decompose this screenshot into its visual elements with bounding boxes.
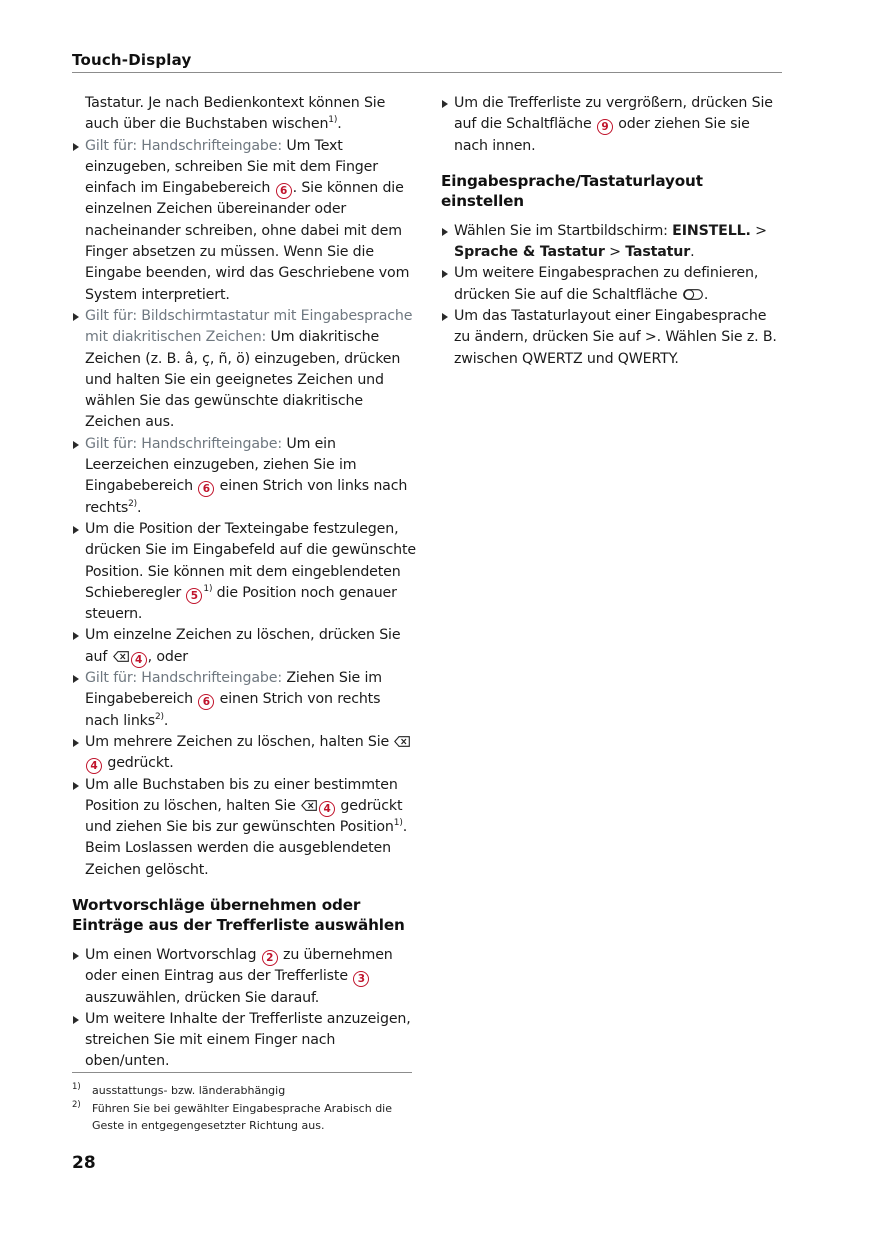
bullet-triangle-icon	[73, 675, 79, 683]
footnote-ref: 2)	[154, 711, 164, 722]
item-text: gedrückt und ziehen Sie bis zur gewünschten Position	[85, 797, 403, 836]
item-text: einen Strich von rechts nach links	[85, 691, 381, 729]
callout-number-icon: 5	[186, 588, 202, 604]
bullet-triangle-icon	[73, 143, 79, 151]
list-item	[72, 668, 417, 732]
callout-number-icon: 6	[198, 481, 214, 497]
header-divider	[72, 72, 782, 73]
item-text: Um diakritische Zeichen (z. B. â, ç, ñ, ö) einzugeben, drücken und halten Sie ein geeignetes Zeichen und wählen Sie das gewünschte diakritische Zeichen aus.	[85, 329, 401, 431]
item-text: Um das Tastaturlayout einer Eingabesprache zu ändern, drücken Sie auf >. Wählen Sie z. B. zwischen QWERTZ und QWERTY.	[454, 308, 777, 367]
bullet-triangle-icon	[442, 228, 448, 236]
backspace-icon	[394, 736, 410, 747]
page-header	[72, 51, 782, 73]
backspace-icon	[113, 651, 129, 662]
bullet-triangle-icon	[73, 313, 79, 321]
item-text: . Sie können die einzelnen Zeichen übereinander oder nacheinander schreiben, ohne dabei mit dem Finger absetzen zu müssen. Wenn Sie die Eingabe beenden, wird das Geschriebene vom System interpretiert.	[85, 180, 410, 303]
bullet-triangle-icon	[442, 270, 448, 278]
item-text: Um mehrere Zeichen zu löschen, halten Sie	[85, 733, 394, 750]
footnote	[72, 1082, 412, 1099]
callout-number-icon: 9	[597, 119, 613, 135]
right-column	[441, 93, 786, 370]
condition-label: Gilt für: Handschrifteingabe:	[85, 670, 282, 687]
item-text: auszuwählen, drücken Sie darauf.	[85, 989, 320, 1006]
backspace-icon	[301, 800, 317, 811]
item-text: Ziehen Sie im Eingabebereich	[85, 670, 382, 708]
item-text: . Beim Loslassen werden die ausgeblendeten Zeichen gelöscht.	[85, 819, 408, 878]
list-item	[72, 1009, 417, 1073]
intro-end: .	[337, 116, 342, 133]
footnote-ref: 1)	[203, 583, 213, 594]
condition-label: Gilt für: Handschrifteingabe:	[85, 435, 282, 452]
footnote-mark: 1)	[72, 1082, 81, 1092]
list-item	[72, 306, 417, 434]
callout-number-icon: 2	[262, 950, 278, 966]
section-heading: Eingabesprache/Tastaturlayout einstellen	[441, 171, 703, 210]
list-item	[441, 221, 786, 264]
list-item	[441, 306, 786, 370]
footnote-divider	[72, 1072, 412, 1073]
item-text: Um weitere Inhalte der Trefferliste anzuzeigen, streichen Sie mit einem Finger nach oben/unten.	[85, 1010, 411, 1070]
item-end: .	[690, 244, 695, 261]
footnote-mark: 2)	[72, 1100, 81, 1110]
callout-number-icon: 6	[198, 694, 214, 710]
item-end: .	[703, 286, 709, 303]
list-item	[72, 775, 417, 881]
bullet-triangle-icon	[73, 782, 79, 790]
item-text: Um Text einzugeben, schreiben Sie mit dem Finger einfach im Eingabebereich	[85, 137, 378, 197]
left-column	[72, 93, 417, 1073]
callout-number-icon: 4	[86, 758, 102, 774]
condition-label: Gilt für: Handschrifteingabe:	[85, 137, 282, 154]
list-item	[72, 625, 417, 668]
callout-number-icon: 4	[319, 801, 335, 817]
bullet-triangle-icon	[73, 441, 79, 449]
section-heading: Wortvorschläge übernehmen oder Einträge aus der Trefferliste auswählen	[72, 895, 405, 934]
item-text: Um die Position der Texteingabe festzulegen, drücken Sie im Eingabefeld auf die gewünschte Position. Sie können mit dem eingeblendeten Schieberegler	[85, 520, 416, 601]
footnote-text: Führen Sie bei gewählter Eingabesprache Arabisch die Geste in entgegengesetzter Richtung aus.	[92, 1102, 392, 1132]
item-text: Um weitere Eingabesprachen zu definieren, drücken Sie auf die Schaltfläche	[454, 265, 759, 303]
menu-path-keyboard: Tastatur	[625, 244, 691, 261]
bullet-triangle-icon	[73, 526, 79, 534]
item-text: einen Strich von links nach rechts	[85, 478, 408, 516]
page-title: Touch-Display	[72, 51, 192, 69]
bullet-triangle-icon	[73, 739, 79, 747]
bullet-triangle-icon	[73, 1016, 79, 1024]
footnote-ref: 1)	[328, 115, 338, 126]
item-text: Um einen Wortvorschlag	[85, 946, 261, 963]
item-text: gedrückt.	[103, 755, 174, 772]
item-text: Um die Trefferliste zu vergrößern, drücken Sie auf die Schaltfläche	[454, 95, 773, 133]
item-end: .	[137, 499, 142, 516]
menu-path-language-keyboard: Sprache & Tastatur	[454, 244, 605, 261]
toggle-icon	[683, 289, 703, 300]
list-item	[72, 434, 417, 519]
menu-path-settings: EINSTELL.	[672, 222, 751, 239]
footnote-ref: 1)	[393, 818, 403, 829]
item-text: Um ein Leerzeichen einzugeben, ziehen Sie im Eingabebereich	[85, 435, 357, 495]
item-text: die Position noch genauer steuern.	[85, 584, 397, 623]
intro-paragraph	[72, 93, 417, 136]
bullet-triangle-icon	[442, 100, 448, 108]
item-text: oder ziehen Sie sie nach innen.	[454, 116, 750, 154]
list-item	[72, 136, 417, 306]
callout-number-icon: 4	[131, 652, 147, 668]
path-separator: >	[750, 222, 767, 239]
footnote	[72, 1100, 412, 1134]
page-number: 28	[72, 1153, 96, 1173]
item-text: Wählen Sie im Startbildschirm:	[454, 222, 673, 239]
list-item	[72, 519, 417, 625]
footnotes	[72, 1082, 412, 1135]
callout-number-icon: 6	[276, 183, 292, 199]
item-text: Um einzelne Zeichen zu löschen, drücken Sie auf	[85, 627, 401, 665]
list-item	[441, 263, 786, 306]
callout-number-icon: 3	[353, 971, 369, 987]
bullet-triangle-icon	[73, 632, 79, 640]
list-item	[72, 732, 417, 775]
footnote-text: ausstattungs- bzw. länderabhängig	[92, 1084, 286, 1097]
condition-label: Gilt für: Bildschirmtastatur mit Eingabesprache mit diakritischen Zeichen:	[85, 307, 413, 346]
item-text: , oder	[147, 648, 188, 665]
list-item	[72, 945, 417, 1009]
item-end: .	[163, 712, 169, 729]
intro-text: Tastatur. Je nach Bedienkontext können Sie auch über die Buchstaben wischen	[85, 95, 386, 133]
footnote-ref: 2)	[128, 498, 138, 509]
item-text: zu übernehmen oder einen Eintrag aus der Trefferliste	[85, 946, 393, 985]
path-separator: >	[604, 244, 626, 261]
bullet-triangle-icon	[442, 313, 448, 321]
list-item	[441, 93, 786, 157]
bullet-triangle-icon	[73, 952, 79, 960]
item-text: Um alle Buchstaben bis zu einer bestimmten Position zu löschen, halten Sie	[85, 776, 398, 814]
